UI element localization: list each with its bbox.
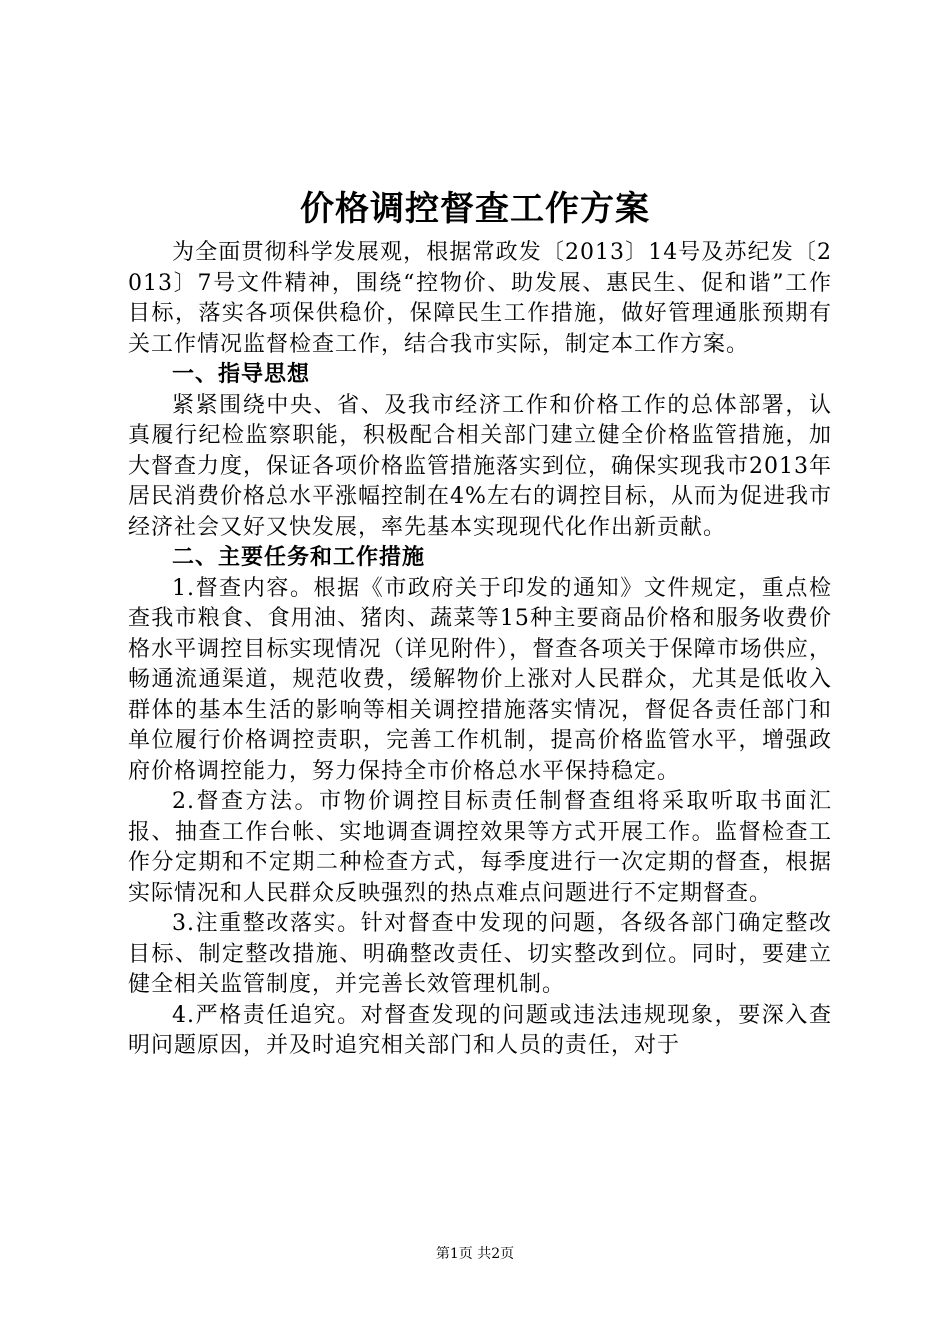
document-title: 价格调控督查工作方案: [300, 189, 650, 229]
page-footer: 第1页 共2页: [435, 1246, 515, 1262]
document-body: [128, 238, 832, 1062]
section-heading-main-tasks: 二、主要任务和工作措施: [172, 545, 426, 570]
section-paragraph-guiding-ideology: 紧紧围绕中央、省、及我市经济工作和价格工作的总体部署，认真履行纪检监察职能，积极配合相关部门建立健全价格监管措施，加大督查力度，保证各项价格监管措施落实到位，确保实现我市2013年居民消费价格总水平涨幅控制在4%左右的调控目标，从而为促进我市经济社会又好又快发展，率先基本实现现代化作出新贡献。: [128, 392, 832, 540]
task-item-inspection-method: 2.督查方法。市物价调控目标责任制督查组将采取听取书面汇报、抽查工作台帐、实地调查调控效果等方式开展工作。监督检查工作分定期和不定期二种检查方式，每季度进行一次定期的督查，根据实际情况和人民群众反映强烈的热点难点问题进行不定期督查。: [128, 789, 832, 906]
task-item-inspection-content: 1.督查内容。根据《市政府关于印发的通知》文件规定，重点检查我市粮食、食用油、猪肉、蔬菜等15种主要商品价格和服务收费价格水平调控目标实现情况（详见附件），督查各项关于保障市场供应，畅通流通渠道，规范收费，缓解物价上涨对人民群众，尤其是低收入群体的基本生活的影响等相关调控措施落实情况，督促各责任部门和单位履行价格调控责职，完善工作机制，提高价格监管水平，增强政府价格调控能力，努力保持全市价格总水平保持稳定。: [128, 575, 832, 784]
task-item-rectification: 3.注重整改落实。针对督查中发现的问题，各级各部门确定整改目标、制定整改措施、明确整改责任、切实整改到位。同时，要建立健全相关监管制度，并完善长效管理机制。: [128, 911, 832, 997]
intro-paragraph: 为全面贯彻科学发展观，根据常政发〔2013〕14号及苏纪发〔2013〕7号文件精神，围绕“控物价、助发展、惠民生、促和谐”工作目标，落实各项保供稳价，保障民生工作措施，做好管理通胀预期有关工作情况监督检查工作，结合我市实际，制定本工作方案。: [128, 240, 833, 357]
task-item-accountability: 4.严格责任追究。对督查发现的问题或违法违规现象，要深入查明问题原因，并及时追究相关部门和人员的责任，对于: [128, 1002, 832, 1058]
section-heading-guiding-ideology: 一、指导思想: [172, 362, 311, 387]
